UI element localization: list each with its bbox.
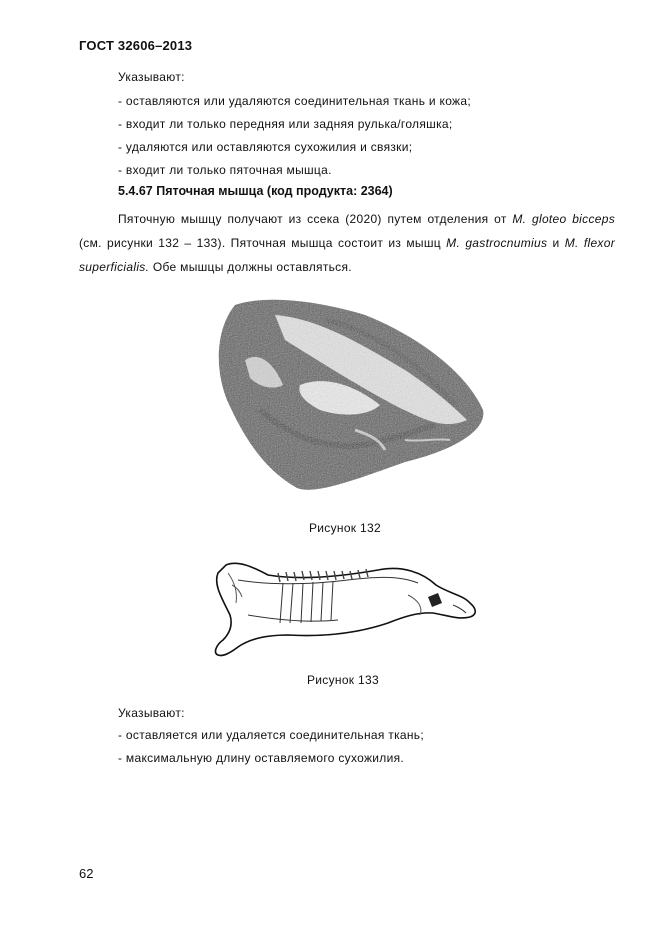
figure-132-caption: Рисунок 132 — [309, 521, 381, 535]
list-item: - входит ли только передняя или задняя рулька/голяшка; — [118, 117, 453, 131]
list-item: - оставляется или удаляется соединительная ткань; — [118, 728, 424, 742]
paragraph-text: Пяточную мышцу получают из ссека (2020) путем отделения от — [118, 212, 513, 226]
list-intro: Указывают: — [118, 706, 185, 720]
list-item: - максимальную длину оставляемого сухожилия. — [118, 751, 405, 765]
list-item: - входит ли только пяточная мышца. — [118, 163, 332, 177]
figure-132-heel-muscle-image — [205, 290, 495, 505]
section-title: 5.4.67 Пяточная мышца (код продукта: 2364) — [118, 184, 393, 198]
figure-133-caption: Рисунок 133 — [307, 673, 379, 687]
paragraph-text: (см. рисунки 132 – 133). Пяточная мышца состоит из мышц — [79, 236, 447, 250]
figure-133-carcass-diagram — [208, 555, 483, 665]
muscle-name: M. flexor superficialis. — [79, 236, 615, 274]
muscle-name: M. gastrocnumius — [446, 236, 548, 250]
document-header: ГОСТ 32606–2013 — [79, 38, 193, 53]
page-number: 62 — [79, 866, 94, 881]
list-item: - оставляются или удаляются соединительная ткань и кожа; — [118, 94, 471, 108]
list-intro: Указывают: — [118, 70, 185, 84]
list-item: - удаляются или оставляются сухожилия и связки; — [118, 140, 413, 154]
paragraph-text: Обе мышцы должны оставляться. — [149, 260, 352, 274]
paragraph-text: и — [547, 236, 565, 250]
muscle-name: M. gloteo bicceps — [512, 212, 615, 226]
section-paragraph — [79, 207, 615, 279]
